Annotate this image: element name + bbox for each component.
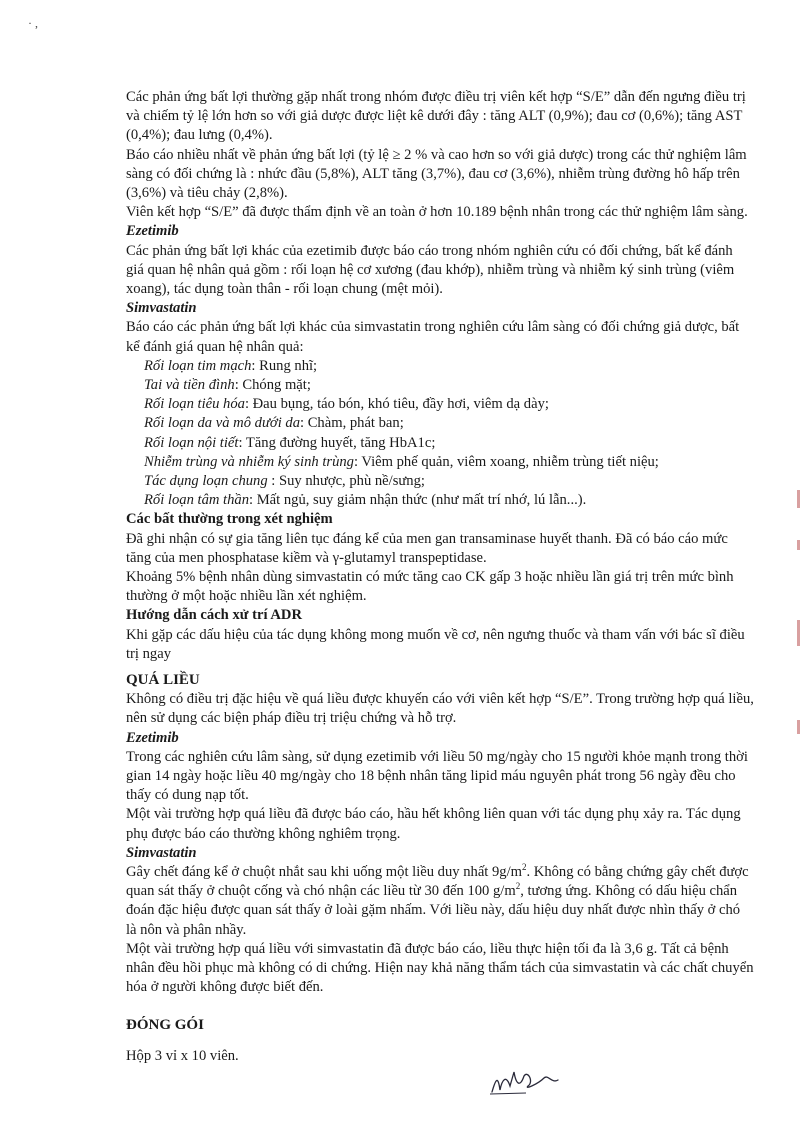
overdose-text: Không có điều trị đặc hiệu về quá liều được khuyến cáo với viên kết hợp “S/E”. Trong trường hợp quá liều, nên sử dụng các biện pháp điều trị triệu chứng và hỗ trợ. (126, 691, 754, 727)
list-item: Rối loạn tim mạch: Rung nhĩ; (144, 357, 318, 374)
adr-handling-text: Khi gặp các dấu hiệu của tác dụng không mong muốn về cơ, nên ngưng thuốc và tham vấn với bác sĩ điều trị ngay (126, 626, 745, 662)
list-item: Rối loạn tâm thần: Mất ngủ, suy giảm nhận thức (như mất trí nhớ, lú lẫn...). (144, 492, 587, 509)
list-item: Rối loạn nội tiết: Tăng đường huyết, tăng HbA1c; (144, 434, 436, 451)
list-item: Tác dụng loạn chung : Suy nhược, phù nề/sưng; (144, 473, 425, 490)
ezetimib-overdose-subheading: Ezetimib (126, 729, 179, 746)
overdose-heading: QUÁ LIỀU (126, 672, 200, 689)
simvastatin-overdose-paragraph-2: Một vài trường hợp quá liều với simvastatin đã được báo cáo, liều thực hiện tối đa là 3,6 g. Tất cả bệnh nhân đều hồi phục mà không có di chứng. Hiện nay khả năng thẩm tách của simvastatin và các chất chuyển hóa ở người không được biết đến. (126, 940, 754, 996)
list-item: Rối loạn tiêu hóa: Đau bụng, táo bón, khó tiêu, đầy hơi, viêm dạ dày; (144, 396, 549, 413)
ezetimib-overdose-paragraph-2: Một vài trường hợp quá liều đã được báo cáo, hầu hết không liên quan với tác dụng phụ xảy ra. Tác dụng phụ được báo cáo thường không nghiêm trọng. (126, 806, 741, 842)
simvastatin-adverse-intro: Báo cáo các phản ứng bất lợi khác của simvastatin trong nghiên cứu lâm sàng có đối chứng giả dược, bất kể đánh giá quan hệ nhân quả: (126, 319, 740, 355)
ezetimib-subheading: Ezetimib (126, 223, 179, 240)
simvastatin-adverse-list (126, 357, 754, 511)
packaging-heading: ĐÓNG GÓI (126, 1017, 204, 1034)
simvastatin-overdose-subheading: Simvastatin (126, 844, 197, 861)
packaging-text: Hộp 3 vỉ x 10 viên. (126, 1048, 239, 1065)
adverse-reactions-paragraph-3: Viên kết hợp “S/E” đã được thẩm định về an toàn ở hơn 10.189 bệnh nhân trong các thử nghiệm lâm sàng. (126, 204, 748, 221)
document-page (126, 88, 754, 1067)
list-item: Tai và tiền đình: Chóng mặt; (144, 377, 311, 394)
adverse-reactions-paragraph-1: Các phản ứng bất lợi thường gặp nhất trong nhóm được điều trị viên kết hợp “S/E” dẫn đến ngưng điều trị và chiếm tỷ lệ lớn hơn so với giả dược được liệt kê dưới đây : tăng ALT (0,9%); đau cơ (0,6%); tăng AST (0,4%); đau lưng (0,4%). (126, 89, 746, 144)
list-item: Rối loạn da và mô dưới da: Chàm, phát ban; (144, 415, 404, 432)
scan-corner-marks: · , (28, 16, 38, 30)
lab-abnormalities-heading: Các bất thường trong xét nghiệm (126, 511, 333, 528)
ezetimib-adverse-text: Các phản ứng bất lợi khác của ezetimib được báo cáo trong nhóm nghiên cứu có đối chứng, bất kể đánh giá quan hệ nhân quả gồm : rối loạn hệ cơ xương (đau khớp), nhiễm trùng và nhiễm ký sinh trùng (viêm xoang), tác dụng toàn thân - rối loạn chung (mệt mỏi). (126, 242, 735, 298)
ezetimib-overdose-paragraph-1: Trong các nghiên cứu lâm sàng, sử dụng ezetimib với liều 50 mg/ngày cho 15 người khỏe mạnh trong thời gian 14 ngày hoặc liều 40 mg/ngày cho 18 bệnh nhân tăng lipid máu nguyên phát trong 56 ngày đều cho thấy có dung nạp tốt. (126, 748, 748, 804)
simvastatin-subheading: Simvastatin (126, 300, 197, 317)
handwritten-signature (488, 1064, 562, 1100)
adverse-reactions-paragraph-2: Báo cáo nhiều nhất về phản ứng bất lợi (tỷ lệ ≥ 2 % và cao hơn so với giả dược) trong các thử nghiệm lâm sàng có đối chứng là : nhức đầu (5,8%), ALT tăng (3,7%), đau cơ (3,6%), nhiễm trùng đường hô hấp trên (3,6%) và tiêu chảy (2,8%). (126, 146, 747, 202)
lab-paragraph-1: Đã ghi nhận có sự gia tăng liên tục đáng kể của men gan transaminase huyết thanh. Đã có báo cáo mức tăng của men phosphatase kiềm và γ-glutamyl transpeptidase. (126, 530, 728, 566)
simvastatin-overdose-paragraph-1: Gây chết đáng kể ở chuột nhắt sau khi uống một liều duy nhất $9g/m^2$. Không có bằng chứng gây chết được quan sát thấy ở chuột cống và chó nhận các liều từ 30 đến 100 $g/m^2$, tương ứng. Không có dấu hiệu chẩn đoán đặc hiệu được quan sát thấy ở loài gặm nhấm. Với liều này, dấu hiệu duy nhất được nhìn thấy ở chó là nôn và phân nhầy. (126, 862, 749, 938)
list-item: Nhiễm trùng và nhiễm ký sinh trùng: Viêm phế quản, viêm xoang, nhiễm trùng tiết niệu; (144, 453, 659, 470)
lab-paragraph-2: Khoảng 5% bệnh nhân dùng simvastatin có mức tăng cao CK gấp 3 hoặc nhiều lần giá trị trên mức bình thường ở một hoặc nhiều lần xét nghiệm. (126, 569, 734, 605)
adr-handling-heading: Hướng dẫn cách xử trí ADR (126, 607, 303, 624)
